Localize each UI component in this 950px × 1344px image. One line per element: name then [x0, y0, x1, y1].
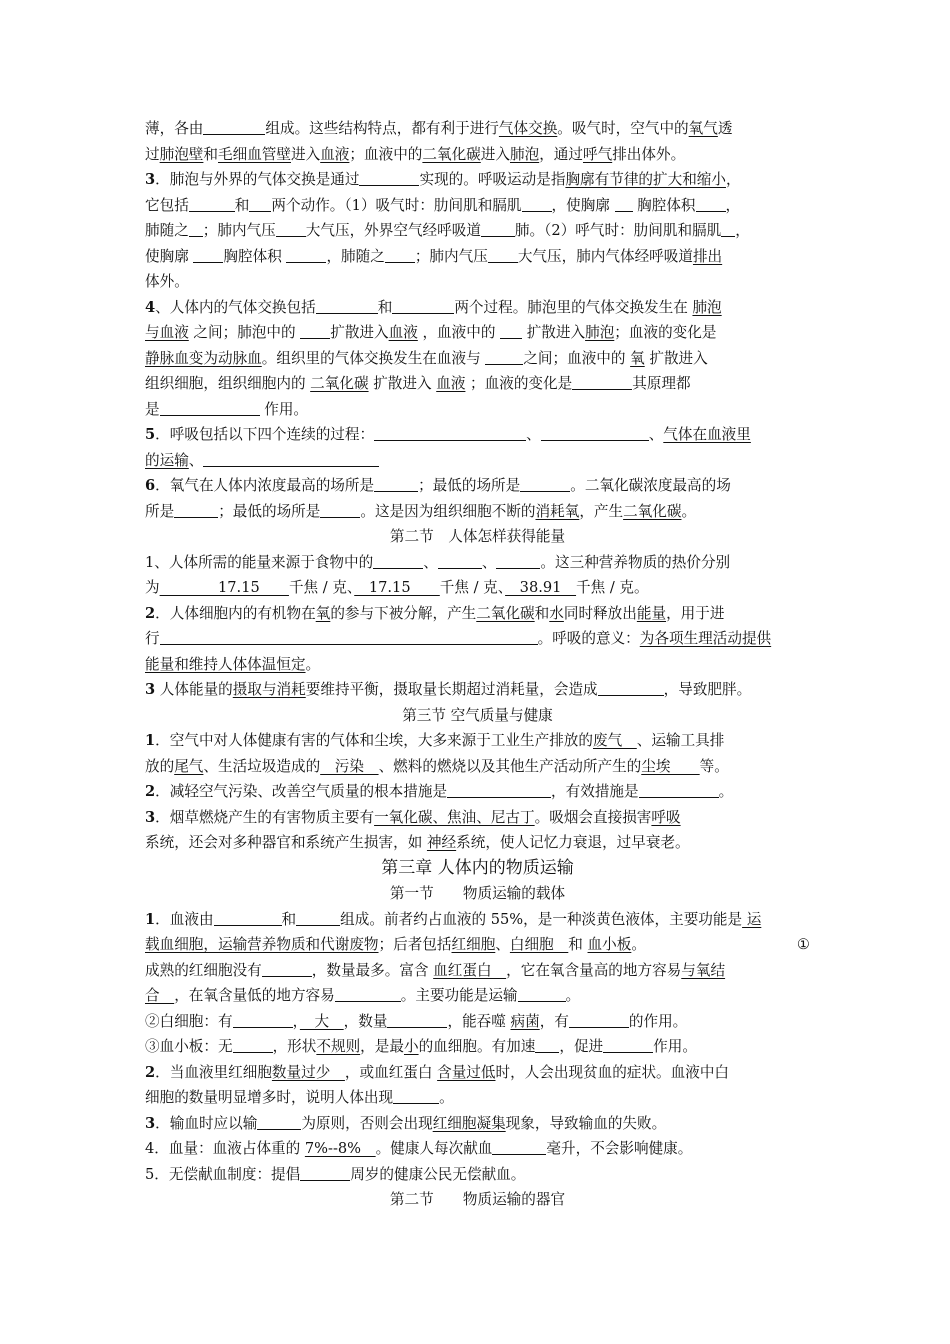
blank-underline	[492, 1138, 546, 1155]
answer-text: 17.15	[159, 579, 289, 596]
answer-text: 为各项生理活动提供	[639, 630, 772, 647]
text-run: 过	[145, 145, 160, 163]
text-run: ．氧气在人体内浓度最高的场所是	[155, 477, 375, 494]
answer-text: 肺泡壁	[159, 145, 204, 163]
answer-text: 气体交换	[498, 120, 558, 137]
blank-underline	[721, 220, 735, 237]
text-run: ．烟草燃烧产生的有害物质主要有	[155, 808, 375, 826]
text-run: ．人体细胞内的有机物在	[155, 604, 316, 622]
answer-text: 气体在血液里	[663, 426, 751, 443]
text-run: ，形状	[272, 1038, 317, 1055]
text-run: 、	[423, 553, 438, 571]
answer-text: 二氧化碳	[476, 604, 535, 622]
text-run: ，数量	[343, 1012, 388, 1030]
text-line	[145, 652, 810, 678]
text-line	[145, 932, 810, 958]
blank-underline	[374, 424, 526, 441]
text-run: ；后者包括	[378, 936, 452, 953]
item-number: 2	[145, 1063, 156, 1081]
text-run: ，导致肥胖。	[663, 681, 752, 698]
text-run: ；最低的场所是	[218, 502, 321, 520]
blank-underline	[639, 781, 719, 798]
text-run: ，	[725, 196, 741, 214]
text-run: 的血细胞。有加速	[418, 1038, 536, 1055]
text-line	[145, 677, 810, 703]
text-run: 进入	[291, 145, 321, 163]
text-run: 透	[717, 120, 733, 137]
blank-underline	[320, 501, 360, 518]
blank-underline	[189, 220, 203, 237]
text-run: 扩散进入	[368, 375, 437, 392]
text-run: ，有效措施是	[551, 783, 639, 800]
text-run: 。健康人每次献血	[375, 1140, 493, 1157]
text-run: 和	[377, 298, 393, 316]
section-heading: 第二节 物质运输的器官	[389, 1191, 566, 1208]
answer-text: 肺泡	[509, 145, 540, 163]
text-run: 实现的。呼吸运动是指	[419, 171, 566, 188]
answer-text: 不规则	[316, 1038, 361, 1055]
text-run: 和	[534, 604, 550, 622]
text-run: 。	[439, 1089, 454, 1106]
answer-text: 氧	[315, 604, 331, 622]
text-run: 它包括	[145, 196, 189, 214]
text-run: 、	[648, 426, 664, 443]
text-run: ．空气中对人体健康有害的气体和尘埃，大多来源于工业生产排放的	[155, 732, 593, 749]
text-line	[145, 1009, 810, 1035]
text-run: ；肺内气压	[202, 222, 276, 239]
text-run: 要维持平衡，摄取量长期超过消耗量，会造成	[305, 681, 598, 698]
text-run: ；最低的场所是	[418, 477, 521, 494]
text-run: ；血液的变化是	[465, 375, 573, 392]
text-run: 作用。	[259, 400, 309, 418]
text-run: 。呼吸的意义：	[537, 630, 640, 647]
text-run: ，能吞噬	[447, 1012, 511, 1030]
answer-text: 一氧化碳、焦油、尼古丁	[374, 808, 535, 826]
text-run: 、	[526, 426, 541, 443]
text-run: 系统，使人记忆力衰退，过早衰老。	[456, 834, 690, 851]
text-line	[145, 295, 810, 321]
blank-underline	[203, 450, 379, 467]
text-line	[145, 1111, 810, 1137]
text-run: ③血小板：无	[145, 1038, 233, 1055]
text-run: 毫升，不会影响健康。	[546, 1140, 693, 1157]
answer-text: 二氧化碳	[422, 145, 481, 163]
text-run: 扩散进入	[522, 324, 586, 341]
text-run: 和	[203, 145, 219, 163]
text-run: ．当血液里红细胞	[155, 1063, 272, 1081]
answer-text: 的运输	[145, 451, 189, 469]
blank-underline	[488, 246, 518, 263]
text-run: 其原理都	[632, 375, 691, 392]
text-line	[145, 473, 810, 499]
text-line	[145, 448, 810, 474]
answer-text: 数量过少	[271, 1063, 345, 1081]
text-run: ．肺泡与外界的气体交换是通过	[155, 171, 360, 188]
text-line	[145, 1136, 810, 1162]
text-run: ，血液中的	[417, 324, 501, 341]
item-number: 2	[145, 783, 156, 800]
blank-underline	[296, 909, 340, 926]
text-run: ，通过	[539, 145, 583, 163]
blank-underline	[696, 195, 726, 212]
answer-text: 血液	[320, 145, 350, 163]
answer-text: 氧气	[688, 120, 718, 137]
blank-underline	[496, 552, 540, 569]
answer-text: 消耗氧	[535, 502, 580, 520]
text-run: 行	[145, 630, 160, 647]
text-run: 、生活垃圾造成的	[203, 757, 321, 775]
blank-underline	[387, 1011, 447, 1028]
blank-underline	[520, 475, 570, 492]
text-line	[145, 754, 810, 780]
text-run: 组织细胞，组织细胞内的	[145, 375, 311, 392]
text-run: ．输血时应以输	[155, 1114, 258, 1132]
answer-text: 氧	[630, 349, 645, 367]
answer-text: 血液	[388, 324, 418, 341]
text-run: 。组织里的气体交换发生在血液与	[261, 349, 486, 367]
text-run: ，肺随之	[326, 247, 385, 265]
answer-text: 摄取与消耗	[232, 681, 306, 698]
answer-text: 肺泡	[692, 298, 722, 316]
text-line	[145, 550, 810, 576]
answer-text: 血小板	[587, 936, 632, 953]
text-run: 的作用。	[628, 1012, 688, 1030]
answer-text: 能量	[636, 604, 667, 622]
text-run: ，产生	[579, 502, 624, 520]
text-run: 为	[145, 579, 160, 596]
text-run: ，促进	[559, 1038, 604, 1055]
text-run: ②白细胞：有	[145, 1012, 233, 1030]
blank-underline	[359, 169, 419, 186]
text-run: 薄，各由	[145, 120, 204, 137]
text-run: 进入	[480, 145, 510, 163]
item-number: 3	[145, 171, 156, 188]
text-run: 大气压，外界空气经呼吸道	[305, 222, 481, 239]
text-run: ．减轻空气污染、改善空气质量的根本措施是	[155, 783, 448, 800]
text-line	[145, 907, 810, 933]
text-line	[145, 422, 810, 448]
answer-text: 与血液	[145, 324, 189, 341]
text-run: 、人体内的气体交换包括	[155, 298, 316, 316]
answer-text: 红细胞	[451, 936, 496, 953]
text-line	[145, 218, 810, 244]
text-run: 和	[281, 910, 297, 928]
text-line	[145, 244, 810, 270]
text-run: 。	[681, 502, 697, 520]
answer-text: 38.91	[505, 579, 577, 596]
text-line	[145, 728, 810, 754]
text-run: 现象，导致输血的失败。	[505, 1114, 667, 1132]
text-line	[145, 601, 810, 627]
blank-underline	[374, 475, 418, 492]
text-run: ，	[725, 171, 741, 188]
text-run: ，使胸廓	[551, 196, 615, 214]
text-run: 肺。（2）呼气时：肋间肌和膈肌	[514, 222, 722, 239]
answer-text: 运	[742, 910, 762, 928]
section-heading: 第二节 人体怎样获得能量	[389, 528, 566, 545]
answer-text: 排出	[692, 247, 723, 265]
blank-underline	[214, 909, 282, 926]
section-heading: 第三节 空气质量与健康	[402, 706, 553, 724]
blank-underline	[373, 552, 423, 569]
blank-underline	[189, 195, 235, 212]
text-run: ；血液中的	[349, 145, 423, 163]
text-line	[145, 779, 810, 805]
item-marker: ①	[796, 936, 810, 953]
blank-underline	[203, 118, 265, 135]
answer-text: 小	[403, 1038, 419, 1055]
text-run: 之间；肺泡中的	[188, 324, 301, 341]
text-run: 大气压，肺内气体经呼吸道	[517, 247, 693, 265]
answer-text: 能量和维持人体体温恒定	[145, 655, 306, 673]
blank-underline	[598, 679, 664, 696]
item-number: 5	[145, 426, 156, 443]
blank-underline	[300, 1164, 350, 1181]
answer-text: 17.15	[354, 579, 440, 596]
text-run: 千焦 / 克、	[439, 579, 506, 596]
answer-text: 二氧化碳	[623, 502, 682, 520]
answer-text: 肺泡	[585, 324, 615, 341]
section-heading: 第一节 物质运输的载体	[389, 885, 566, 902]
blank-underline	[535, 1036, 559, 1053]
blank-underline	[193, 246, 223, 263]
text-line	[145, 167, 810, 193]
text-run: 4．血量：血液占体重的	[145, 1140, 305, 1157]
answer-text: 红细胞凝集	[432, 1114, 506, 1132]
answer-text: 呼吸	[651, 808, 681, 826]
text-line	[145, 371, 810, 397]
text-run: 组成。前者约占血液的 55%，是一种淡黄色液体，主要功能是	[340, 910, 743, 928]
blank-underline	[262, 960, 312, 977]
text-run: 两个过程。肺泡里的气体交换发生在	[454, 298, 693, 316]
text-line	[145, 397, 810, 423]
answer-text: 与氧结	[681, 961, 726, 979]
text-run: 、	[188, 451, 204, 469]
text-run: 千焦 / 克。	[576, 579, 649, 596]
item-number: 3	[145, 681, 156, 698]
text-line	[145, 116, 810, 142]
text-run: 为原则，否则会出现	[301, 1114, 433, 1132]
text-line	[145, 1060, 810, 1086]
answer-text: 尘埃	[641, 757, 700, 775]
blank-underline	[500, 322, 522, 339]
blank-underline	[603, 1036, 653, 1053]
text-run: 体外。	[145, 273, 189, 290]
text-run: ，有	[539, 1012, 569, 1030]
blank-underline	[572, 373, 632, 390]
blank-underline	[447, 781, 551, 798]
text-line	[145, 805, 810, 831]
blank-underline	[393, 1087, 439, 1104]
blank-underline	[518, 985, 566, 1002]
answer-text: 载血细胞，运输营养物质和代谢废物	[145, 936, 379, 953]
blank-underline	[522, 195, 552, 212]
text-line	[145, 269, 810, 295]
text-line	[145, 142, 810, 168]
text-line	[145, 193, 810, 219]
blank-underline	[569, 1011, 629, 1028]
text-run: 。	[631, 936, 646, 953]
text-run: ，是最	[360, 1038, 404, 1055]
text-run: 。	[305, 655, 321, 673]
text-run: 肺随之	[145, 222, 189, 239]
item-number: 3	[145, 808, 156, 826]
text-line	[145, 575, 810, 601]
answer-text: 病菌	[510, 1012, 540, 1030]
text-run: ，在氧含量低的地方容易	[174, 987, 335, 1004]
text-run: 扩散进入	[330, 324, 389, 341]
text-run: 。二氧化碳浓度最高的场	[570, 477, 731, 494]
text-run: 细胞的数量明显增多时，说明人体出现	[145, 1089, 394, 1106]
text-line	[145, 1162, 810, 1188]
answer-text: 血液	[436, 375, 466, 392]
text-run: ．血液由	[155, 910, 214, 928]
text-run: 胸腔体积	[632, 196, 696, 214]
answer-text: 含量过低	[437, 1063, 496, 1081]
text-run: 同时释放出	[563, 604, 637, 622]
text-run: 周岁的健康公民无偿献血。	[350, 1165, 526, 1183]
answer-text: 污染	[320, 757, 379, 775]
text-run: ；肺内气压	[414, 247, 488, 265]
blank-underline	[276, 220, 306, 237]
text-run: 是	[145, 400, 160, 418]
answer-text: 神经	[426, 834, 457, 851]
text-run: 、	[495, 936, 510, 953]
blank-underline	[541, 424, 649, 441]
blank-underline	[481, 220, 515, 237]
text-run: 扩散进入	[644, 349, 708, 367]
answer-text: 尾气	[174, 757, 204, 775]
text-line	[145, 830, 810, 856]
text-line	[145, 958, 810, 984]
text-line	[145, 346, 810, 372]
blank-underline	[438, 552, 482, 569]
answer-text: 胸廓有节律的扩大和缩小	[565, 171, 726, 188]
text-run: 之间；血液中的	[523, 349, 631, 367]
blank-underline	[160, 399, 260, 416]
document-page	[145, 116, 810, 1213]
text-run: ．呼吸包括以下四个连续的过程：	[155, 426, 375, 443]
answer-text: 呼气	[582, 145, 613, 163]
text-run: 和	[234, 196, 250, 214]
item-number: 1	[145, 732, 156, 749]
text-run: 。	[565, 987, 581, 1004]
blank-underline	[233, 1011, 293, 1028]
blank-underline	[257, 1113, 301, 1130]
blank-underline	[485, 348, 523, 365]
item-number: 2	[145, 604, 156, 622]
text-run: 等。	[699, 757, 729, 775]
text-run: 系统，还会对多种器官和系统产生损害，如	[145, 834, 427, 851]
text-run: 胸腔体积	[223, 247, 287, 265]
item-number: 3	[145, 1114, 156, 1132]
text-run: 。这三种营养物质的热价分别	[540, 553, 731, 571]
text-run: 放的	[145, 757, 175, 775]
text-line	[145, 1085, 810, 1111]
text-run: ，它在氧含量高的地方容易	[506, 961, 682, 979]
answer-text: 废气	[592, 732, 637, 749]
text-run: 所是	[145, 502, 175, 520]
text-run: 人体能量的	[155, 681, 233, 698]
text-line	[145, 626, 810, 652]
text-run: 、燃料的燃烧以及其他生产活动所产生的	[378, 757, 642, 775]
text-run: 1、人体所需的能量来源于食物中的	[145, 553, 374, 571]
text-run: 组成。这些结构特点，都有利于进行	[265, 120, 499, 137]
text-run: 。这是因为组织细胞不断的	[360, 502, 536, 520]
blank-underline	[233, 1036, 273, 1053]
answer-text: 静脉血变为动脉血	[145, 349, 262, 367]
text-line	[145, 1034, 810, 1060]
blank-underline	[392, 297, 454, 314]
text-run: 千焦 / 克、	[288, 579, 355, 596]
text-run: ，用于进	[666, 604, 725, 622]
text-run: 、	[481, 553, 497, 571]
text-run: 5．无偿献血制度：提倡	[145, 1165, 301, 1183]
text-run: 排出体外。	[612, 145, 686, 163]
answer-text: 合	[145, 987, 175, 1004]
blank-underline	[174, 501, 218, 518]
text-run: ，数量最多。富含	[311, 961, 434, 979]
text-run: 的参与下被分解，产生	[330, 604, 477, 622]
answer-text: 大	[299, 1012, 344, 1030]
answer-text: 水	[549, 604, 564, 622]
text-run: ；血液的变化是	[614, 324, 717, 341]
blank-underline	[160, 628, 538, 645]
answer-text: 毛细血管壁	[218, 145, 291, 163]
blank-underline	[385, 246, 415, 263]
answer-text: 白细胞	[509, 936, 569, 953]
chapter-heading: 第三章 人体内的物质运输	[381, 857, 574, 878]
blank-underline	[300, 322, 330, 339]
text-line	[145, 499, 810, 525]
item-number: 4	[145, 298, 156, 316]
text-run: 成熟的红细胞没有	[145, 961, 262, 979]
blank-underline	[286, 246, 326, 263]
answer-text: 7%--8%	[304, 1140, 376, 1157]
blank-underline	[316, 297, 378, 314]
text-run: 。主要功能是运输	[400, 987, 518, 1004]
text-run: 两个动作。（1）吸气时：肋间肌和膈肌	[271, 196, 522, 214]
text-run: ，	[292, 1012, 300, 1030]
text-run: 。	[718, 783, 734, 800]
blank-underline	[615, 195, 633, 212]
blank-underline	[249, 195, 271, 212]
blank-underline	[335, 985, 401, 1002]
answer-text: 二氧化碳	[310, 375, 369, 392]
item-number: 1	[145, 910, 156, 928]
text-run: ，	[735, 222, 750, 239]
text-run: 。吸烟会直接损害	[534, 808, 652, 826]
text-run: 、运输工具排	[636, 732, 725, 749]
text-line	[145, 320, 810, 346]
text-line	[145, 983, 810, 1009]
answer-text: 血红蛋白	[433, 961, 507, 979]
text-run: 。吸气时，空气中的	[557, 120, 689, 137]
text-run: 时，人会出现贫血的症状。血液中白	[495, 1063, 730, 1081]
text-run: 作用。	[653, 1038, 697, 1055]
text-run: 使胸廓	[145, 247, 194, 265]
text-run: 和	[568, 936, 588, 953]
item-number: 6	[145, 477, 156, 494]
text-run: ，或血红蛋白	[344, 1063, 438, 1081]
